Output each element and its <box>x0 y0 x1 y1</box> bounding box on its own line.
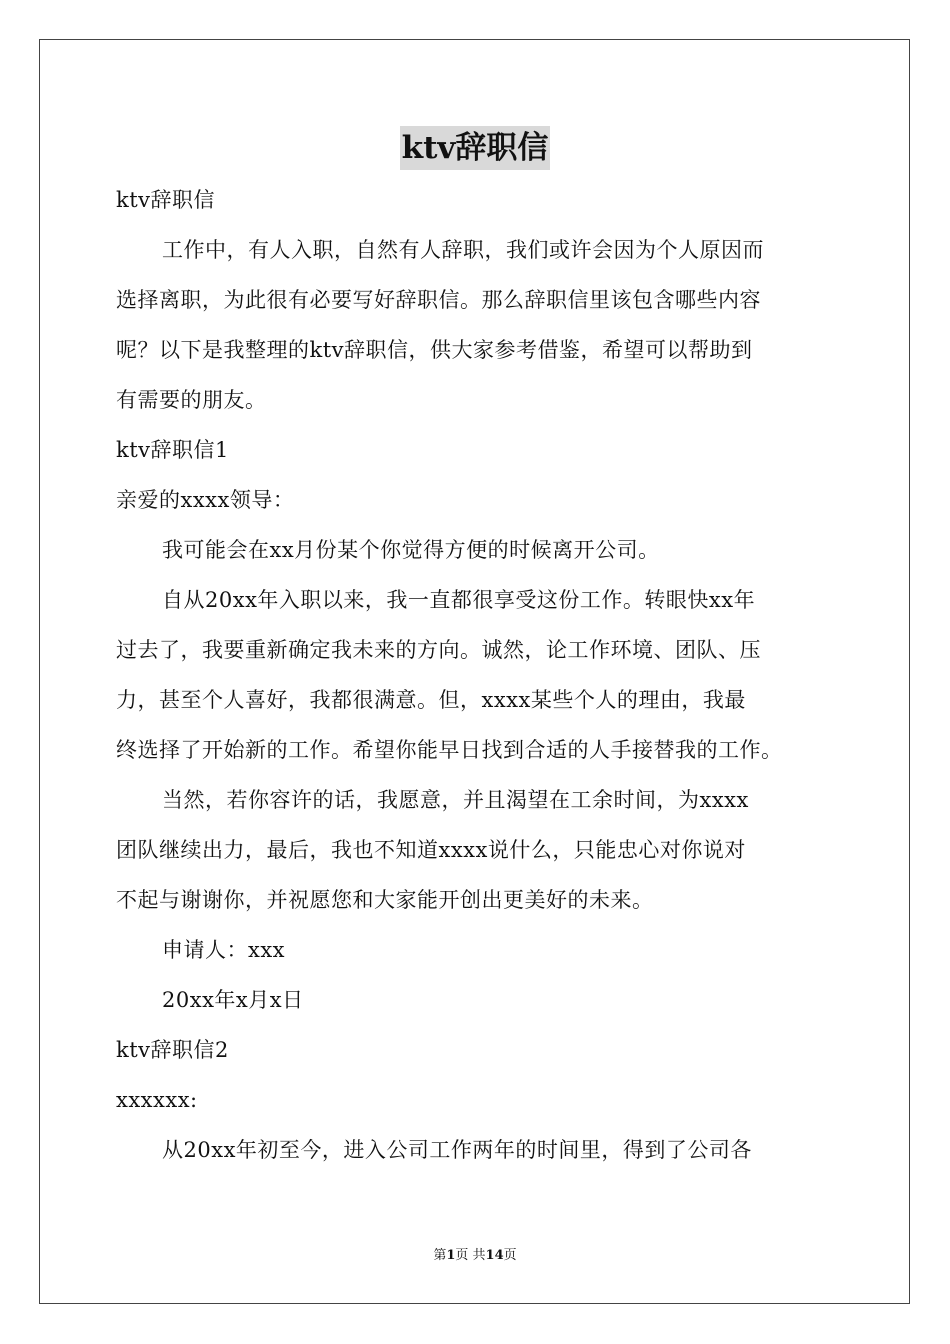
document-title: ktv辞职信 <box>400 126 551 170</box>
date-line: 20xx年x月x日 <box>162 988 304 1012</box>
total-page-number: 14 <box>485 1248 504 1263</box>
footer-suffix: 页 <box>503 1248 517 1263</box>
applicant-line: 申请人：xxx <box>162 938 286 962</box>
footer-prefix: 第 <box>433 1248 447 1263</box>
letter-line: 过去了，我要重新确定我未来的方向。诚然，论工作环境、团队、压 <box>116 638 761 662</box>
salutation: 亲爱的xxxx领导： <box>116 488 295 512</box>
subtitle-line: ktv辞职信 <box>116 188 216 212</box>
section-heading: ktv辞职信2 <box>116 1038 229 1062</box>
footer-mid: 页 共 <box>455 1248 486 1263</box>
letter-line: 当然，若你容许的话，我愿意，并且渴望在工余时间，为xxxx <box>162 788 749 812</box>
current-page-number: 1 <box>446 1248 456 1263</box>
letter-line: 不起与谢谢你，并祝愿您和大家能开创出更美好的未来。 <box>116 888 654 912</box>
intro-line: 工作中，有人入职，自然有人辞职，我们或许会因为个人原因而 <box>162 238 764 262</box>
document-body <box>116 175 838 1175</box>
letter-line: 终选择了开始新的工作。希望你能早日找到合适的人手接替我的工作。 <box>116 738 783 762</box>
letter-line: 从20xx年初至今，进入公司工作两年的时间里，得到了公司各 <box>162 1138 752 1162</box>
letter-line: 自从20xx年入职以来，我一直都很享受这份工作。转眼快xx年 <box>162 588 756 612</box>
section-heading: ktv辞职信1 <box>116 438 229 462</box>
letter-line: 力，甚至个人喜好，我都很满意。但，xxxx某些个人的理由，我最 <box>116 688 746 712</box>
page-footer <box>0 1246 950 1266</box>
title-container <box>0 126 950 170</box>
intro-line: 选择离职，为此很有必要写好辞职信。那么辞职信里该包含哪些内容 <box>116 288 761 312</box>
intro-line: 有需要的朋友。 <box>116 388 267 412</box>
letter-line: 团队继续出力，最后，我也不知道xxxx说什么，只能忠心对你说对 <box>116 838 746 862</box>
salutation: xxxxxx: <box>116 1088 198 1112</box>
intro-line: 呢？以下是我整理的ktv辞职信，供大家参考借鉴，希望可以帮助到 <box>116 338 753 362</box>
letter-line: 我可能会在xx月份某个你觉得方便的时候离开公司。 <box>162 538 660 562</box>
